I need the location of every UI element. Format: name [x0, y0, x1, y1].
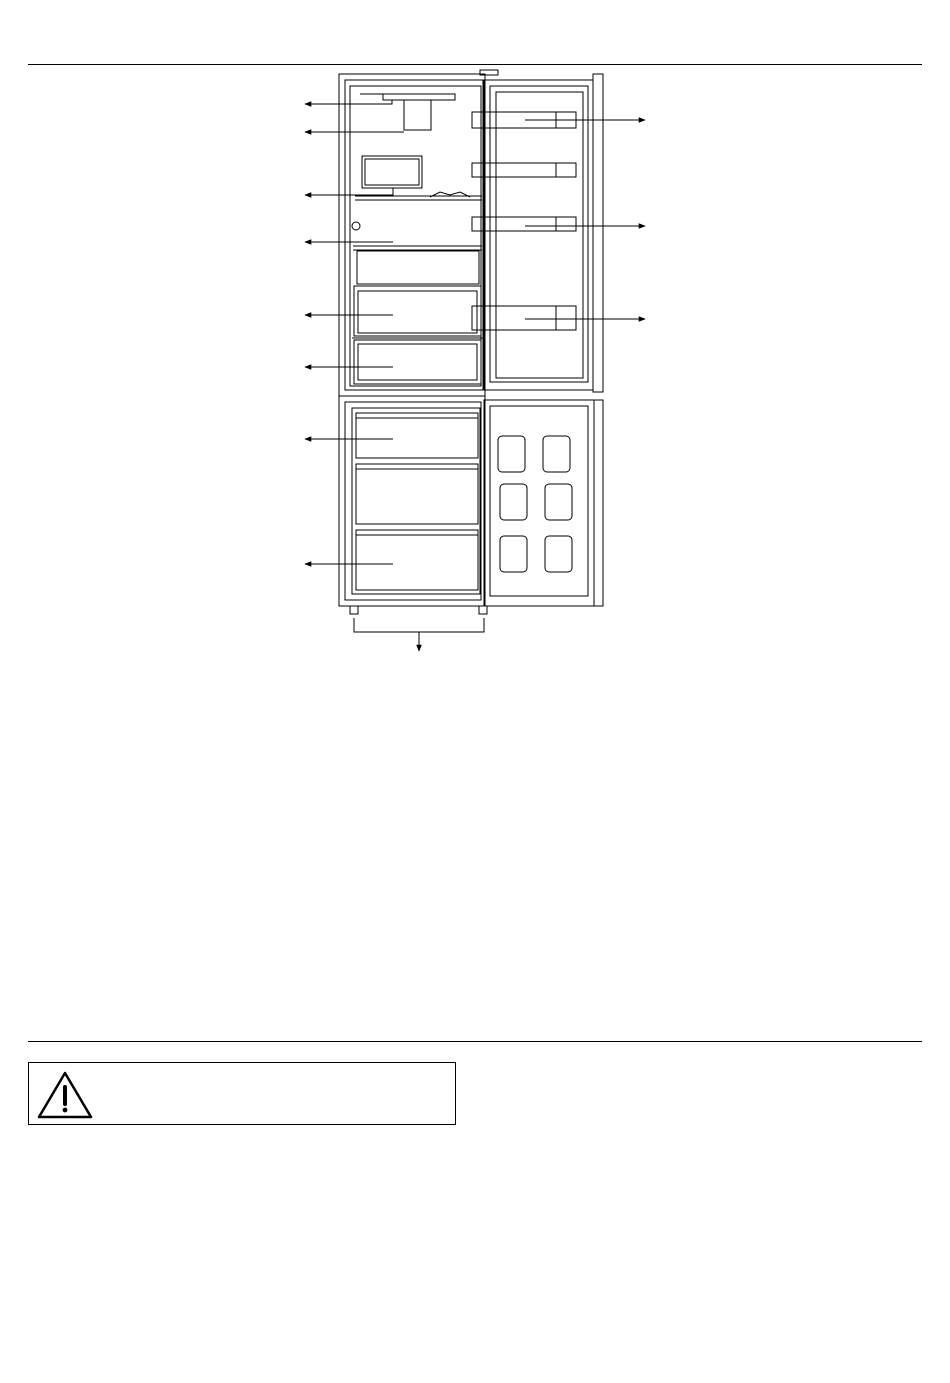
warning-box — [28, 1062, 456, 1125]
fridge-interior — [352, 94, 483, 384]
freezer-door — [484, 400, 603, 606]
adjustable-feet — [350, 606, 487, 632]
callouts-right — [525, 120, 645, 319]
freezer-interior — [356, 413, 478, 590]
warning-triangle-icon — [35, 1069, 95, 1126]
bottom-divider — [28, 1041, 922, 1042]
fridge-door — [472, 74, 603, 392]
